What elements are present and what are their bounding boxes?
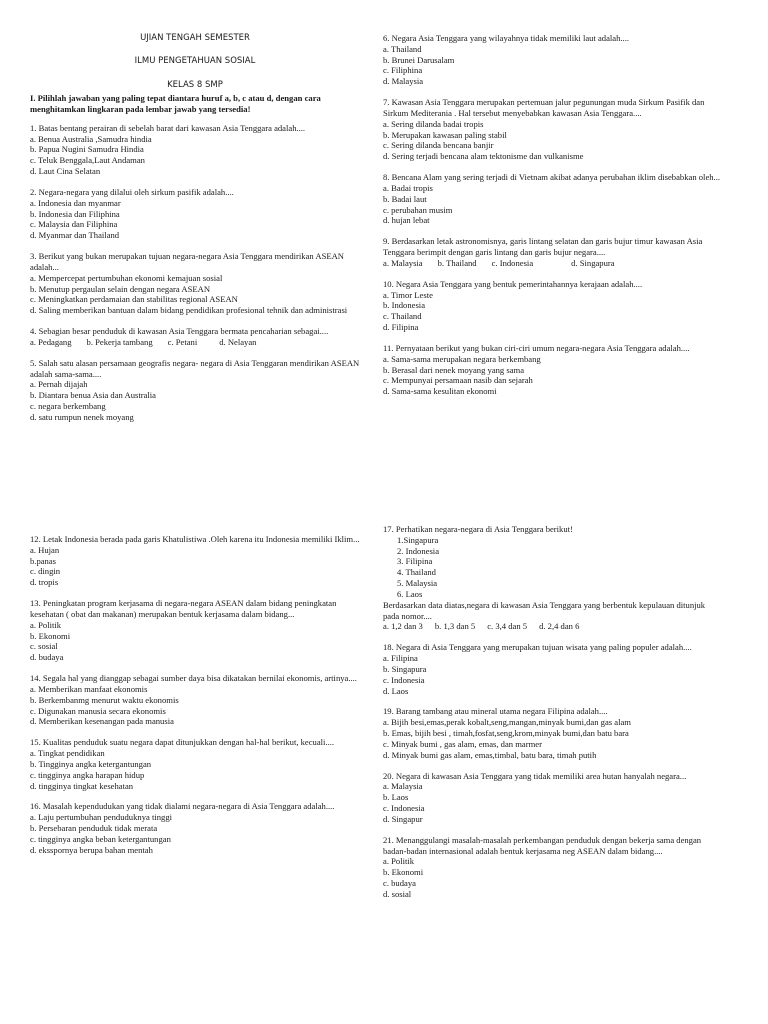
option-b: b. Diantara benua Asia dan Australia <box>30 390 157 401</box>
option-a: a. Politik <box>30 619 62 630</box>
list-item: 3. Filipina <box>397 556 433 567</box>
option-c: c. dingin <box>30 566 61 577</box>
option-c: c. 3,4 dan 5 <box>487 621 528 632</box>
option-a: a. Memberikan manfaat ekonomis <box>30 683 148 694</box>
option-b: b. Badai laut <box>383 193 427 204</box>
option-a: a. Benua Australia ,Samudra hindia <box>30 133 152 144</box>
question-text: 2. Negara-negara yang dilalui oleh sirkum pasifik adalah.... <box>30 186 234 197</box>
question-text: 9. Berdasarkan letak astronomisnya, garis lintang selatan dan garis bujur timur kawasan Asia Tenggara berimpit dengan garis lintang dan garis bujur negara.... <box>383 236 703 258</box>
option-a: a. Hujan <box>30 544 60 555</box>
option-a: a. Pedagang <box>30 336 72 347</box>
option-b: b. 1,3 dan 5 <box>434 621 476 632</box>
question-7 <box>383 97 723 162</box>
option-d: d. Malaysia <box>383 76 424 87</box>
right-column-top <box>383 33 723 407</box>
option-d: d. tropis <box>30 577 59 588</box>
option-c: c. Meningkatkan perdamaian dan stabilitas regional ASEAN <box>30 294 238 305</box>
option-c: c. Indonesia <box>491 257 534 268</box>
option-c: c. sosial <box>30 641 58 652</box>
options-row <box>30 337 360 348</box>
option-b: b. Brunei Darusalam <box>383 54 455 65</box>
right-column-bottom <box>383 524 723 910</box>
question-text: 14. Segala hal yang dianggap sebagai sumber daya bisa dikatakan bernilai ekonomis, artinya.... <box>30 673 357 684</box>
question-14 <box>30 673 360 727</box>
question-20 <box>383 771 723 825</box>
question-19 <box>383 706 723 760</box>
option-a: a. Sama-sama merupakan negara berkembang <box>383 353 541 364</box>
option-b: b. Papua Nugini Samudra Hindia <box>30 144 144 155</box>
question-text: 6. Negara Asia Tenggara yang wilayahnya tidak memiliki laut adalah.... <box>383 33 629 43</box>
option-a: a. Laju pertumbuhan penduduknya tinggi <box>30 812 173 823</box>
option-d: d. Laos <box>383 685 409 696</box>
option-d: d. eksspornya berupa bahan mentah <box>30 844 153 855</box>
option-b: b. Emas, bijih besi , timah,fosfat,seng,krom,minyak bumi,dan batu bara <box>383 728 629 739</box>
question-8 <box>383 172 723 226</box>
options-row <box>383 621 723 632</box>
option-d: d. Minyak bumi gas alam, emas,timbal, batu bara, timah putih <box>383 749 597 760</box>
option-a: a. 1,2 dan 3 <box>383 621 423 632</box>
list-item: 2. Indonesia <box>397 545 440 556</box>
option-c: c. budaya <box>383 878 416 889</box>
question-text: 4. Sebagian besar penduduk di kawasan Asia Tenggara bermata pencaharian sebagai.... <box>30 326 329 337</box>
question-text: 15. Kualitas penduduk suatu negara dapat ditunjukkan dengan hal-hal berikut, kecuali.... <box>30 737 335 748</box>
question-text: 10. Negara Asia Tenggara yang bentuk pemerintahannya kerajaan adalah.... <box>383 278 643 289</box>
option-c: c. Sering dilanda bencana banjir <box>383 140 494 151</box>
option-a: a. Tingkat pendidikan <box>30 748 105 759</box>
question-text: 8. Bencana Alam yang sering terjadi di Vietnam akibat adanya perubahan iklim disebabkan oleh... <box>383 172 721 183</box>
option-d: d. Sama-sama kesulitan ekonomi <box>383 386 497 397</box>
question-text: 5. Salah satu alasan persamaan geografis negara- negara di Asia Tenggaran mendirikan ASEAN adalah sama-sama.... <box>30 357 360 379</box>
exam-grade: KELAS 8 SMP <box>167 80 223 91</box>
question-16 <box>30 801 360 855</box>
options-row <box>383 258 723 269</box>
option-b: b. Indonesia <box>383 300 426 311</box>
question-21 <box>383 835 723 900</box>
option-c: c. Indonesia <box>383 674 425 685</box>
option-d: d. Nelayan <box>219 336 257 347</box>
option-a: a. Mempercepat pertumbuhan ekonomi kemajuan sosial <box>30 272 223 283</box>
question-11 <box>383 343 723 397</box>
list-item: 6. Laos <box>397 588 423 599</box>
option-c: c. Filiphina <box>383 65 423 76</box>
question-9 <box>383 236 723 268</box>
left-column-bottom <box>30 534 360 866</box>
option-d: d. satu rumpun nenek moyang <box>30 411 134 422</box>
question-18 <box>383 642 723 696</box>
option-b: b. Thailand <box>437 257 477 268</box>
question-6 <box>383 33 723 87</box>
option-b: b. Tingginya angka ketergantungan <box>30 758 152 769</box>
option-d: d. Singapur <box>383 813 423 824</box>
option-c: c. Minyak bumi , gas alam, emas, dan marmer <box>383 738 542 749</box>
option-d: d. tingginya tingkat kesehatan <box>30 780 134 791</box>
option-d: d. Sering terjadi bencana alam tektonisme dan vulkanisme <box>383 151 584 162</box>
country-list <box>383 535 723 600</box>
question-5 <box>30 358 360 423</box>
option-b: b.panas <box>30 555 57 566</box>
question-followup: Berdasarkan data diatas,negara di kawasan Asia Tenggara yang berbentuk kepulauan ditunjuk pada nomor.... <box>383 599 706 621</box>
option-b: b. Merupakan kawasan paling stabil <box>383 129 507 140</box>
option-c: c. Petani <box>167 336 198 347</box>
question-text: 18. Negara di Asia Tenggara yang merupakan tujuan wisata yang paling populer adalah.... <box>383 642 692 653</box>
option-a: a. Pernah dijajah <box>30 379 88 390</box>
option-b: b. Persebaran penduduk tidak merata <box>30 823 158 834</box>
option-a: a. Sering dilanda badai tropis <box>383 118 484 129</box>
option-b: b. Ekonomi <box>383 867 424 878</box>
question-text: 11. Pernyataan berikut yang bukan ciri-ciri umum negara-negara Asia Tenggara adalah.... <box>383 342 690 353</box>
question-text: 12. Letak Indonesia berada pada garis Khatulistiwa .Oleh karena itu Indonesia memiliki Iklim... <box>30 534 360 544</box>
option-a: a. Malaysia <box>383 257 423 268</box>
option-c: c. Mempunyai persamaan nasib dan sejarah <box>383 375 533 386</box>
question-3 <box>30 251 360 316</box>
option-d: d. Filipina <box>383 322 419 333</box>
option-c: c. negara berkembang <box>30 400 106 411</box>
question-17 <box>383 524 723 632</box>
option-a: a. Badai tropis <box>383 182 433 193</box>
option-a: a. Filipina <box>383 653 418 664</box>
question-2 <box>30 187 360 241</box>
option-c: c. Malaysia dan Filiphina <box>30 219 118 230</box>
question-text: 17. Perhatikan negara-negara di Asia Tenggara berikut! <box>383 524 573 534</box>
option-d: d. Memberikan kesenangan pada manusia <box>30 716 174 727</box>
question-text: 21. Menanggulangi masalah-masalah perkembangan penduduk dengan bekerja sama dengan badan-badan internasional adalah bentuk kerjasama neg ASEAN dalam bidang.... <box>383 834 702 856</box>
option-b: b. Indonesia dan Filiphina <box>30 208 120 219</box>
option-b: b. Menutup pergaulan selain dengan negara ASEAN <box>30 283 211 294</box>
question-text: 13. Peningkatan program kerjasama di negara-negara ASEAN dalam bidang peningkatan kesehatan ( obat dan makanan) merupakan bentuk kerjasama dalam bidang... <box>30 598 337 619</box>
question-12 <box>30 534 360 588</box>
question-1 <box>30 123 360 177</box>
option-b: b. Pekerja tambang <box>86 336 153 347</box>
option-d: d. Singapura <box>571 257 615 268</box>
option-a: a. Bijih besi,emas,perak kobalt,seng,mangan,minyak bumi,dan gas alam <box>383 717 631 728</box>
option-a: a. Thailand <box>383 43 422 54</box>
option-d: d. budaya <box>30 652 64 663</box>
question-text: 3. Berikut yang bukan merupakan tujuan negara-negara Asia Tenggara mendirikan ASEAN adalah... <box>30 251 345 272</box>
question-text: 1. Batas bentang perairan di sebelah barat dari kawasan Asia Tenggara adalah.... <box>30 122 306 133</box>
question-text: 16. Masalah kependudukan yang tidak dialami negara-negara di Asia Tenggara adalah.... <box>30 801 335 812</box>
option-c: c. Indonesia <box>383 803 425 814</box>
option-b: b. Berkembanmg menurut waktu ekonomis <box>30 694 179 705</box>
list-item: 4. Thailand <box>397 567 436 578</box>
option-d: d. Laut Cina Selatan <box>30 166 101 177</box>
question-text: 7. Kawasan Asia Tenggara merupakan pertemuan jalur pegunungan muda Sirkum Pasifik dan Sirkum Mediterania . Hal tersebut menyebabkan kawasan Asia Tenggara.... <box>383 97 705 118</box>
exam-subject: ILMU PENGETAHUAN SOSIAL <box>134 55 256 66</box>
option-d: d. sosial <box>383 888 412 899</box>
option-d: d. Myanmar dan Thailand <box>30 230 120 241</box>
option-a: a. Timor Leste <box>383 289 433 300</box>
option-c: c. Digunakan manusia secara ekonomis <box>30 705 166 716</box>
option-b: b. Singapura <box>383 663 427 674</box>
question-13 <box>30 598 360 663</box>
list-item: 5. Malaysia <box>397 578 438 589</box>
left-column-top <box>30 33 360 433</box>
list-item: 1.Singapura <box>397 534 439 545</box>
question-15 <box>30 737 360 791</box>
option-d: d. Saling memberikan bantuan dalam bidang pendidikan profesional tehnik dan administrasi <box>30 305 348 316</box>
option-c: c. tingginya angka harapan hidup <box>30 769 145 780</box>
instruction: I. Pilihlah jawaban yang paling tepat diantara huruf a, b, c atau d, dengan cara menghitamkan lingkaran pada lembar jawab yang tersedia! <box>30 93 321 114</box>
option-a: a. Politik <box>383 856 415 867</box>
question-text: 19. Barang tambang atau mineral utama negara Filipina adalah.... <box>383 706 608 717</box>
option-b: b. Berasal dari nenek moyang yang sama <box>383 364 525 375</box>
option-c: c. Thailand <box>383 311 422 322</box>
option-c: c. Teluk Benggala,Laut Andaman <box>30 155 145 166</box>
question-4 <box>30 326 360 348</box>
question-10 <box>383 279 723 333</box>
option-a: a. Malaysia <box>383 781 423 792</box>
option-c: c. perubahan musim <box>383 204 453 215</box>
exam-title: UJIAN TENGAH SEMESTER <box>140 33 250 43</box>
option-b: b. Ekonomi <box>30 630 71 641</box>
question-text: 20. Negara di kawasan Asia Tenggara yang tidak memiliki area hutan hanyalah negara... <box>383 770 687 781</box>
option-c: c. tingginya angka beban ketergantungan <box>30 833 171 844</box>
option-d: d. 2,4 dan 6 <box>539 621 580 632</box>
option-d: d. hujan lebat <box>383 215 430 226</box>
option-b: b. Laos <box>383 792 409 803</box>
option-a: a. Indonesia dan myanmar <box>30 197 121 208</box>
